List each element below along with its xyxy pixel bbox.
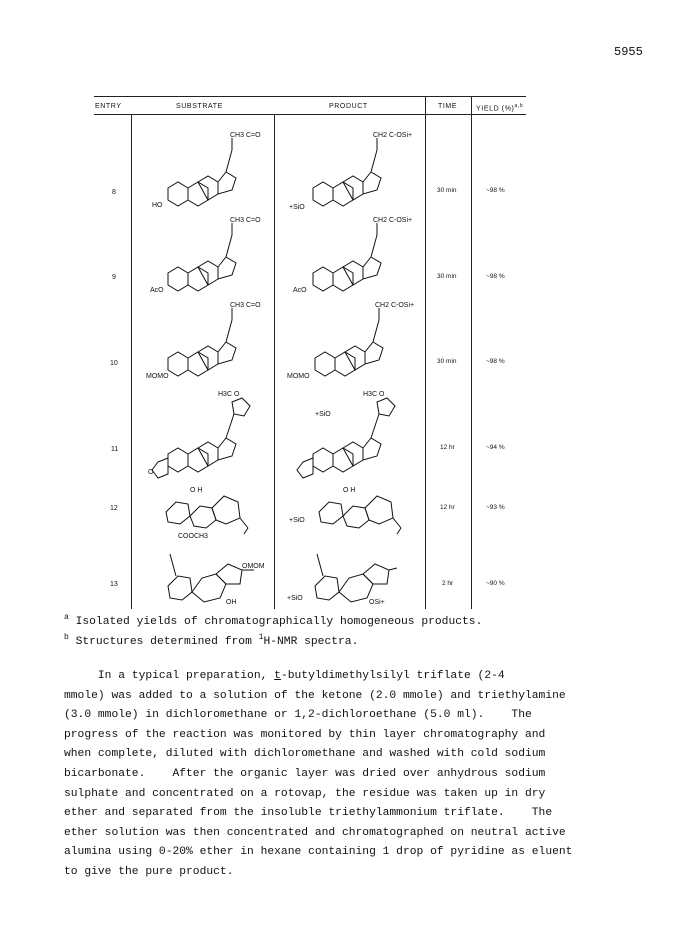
entry-9: 9: [112, 274, 116, 281]
svg-text:CH3 C=O: CH3 C=O: [230, 302, 261, 309]
svg-text:HO: HO: [152, 202, 163, 209]
column-divider-3: [425, 96, 426, 609]
table-top-rule: [94, 96, 526, 97]
svg-text:OH: OH: [226, 599, 237, 606]
svg-text:AcO: AcO: [150, 287, 164, 294]
svg-text:AcO: AcO: [293, 287, 307, 294]
time-10: 30 min: [437, 358, 457, 365]
paragraph-line: when complete, diluted with dichloromethane and washed with cold sodium: [64, 748, 546, 760]
header-yield: YIELD (%)$^{a,b}$: [476, 103, 524, 113]
paragraph-line: alumina using 0-20% ether in hexane containing 1 drop of pyridine as eluent: [64, 846, 573, 858]
entry-13: 13: [110, 581, 118, 588]
substrate-structure-12: [146, 484, 270, 542]
time-9: 30 min: [437, 273, 457, 280]
time-8: 30 min: [437, 187, 457, 194]
time-12: 12 hr: [440, 504, 455, 511]
svg-text:+SiO: +SiO: [287, 595, 303, 602]
yield-10: ~98 %: [486, 358, 505, 365]
paragraph-line: ether solution was then concentrated and chromatographed on neutral active: [64, 827, 566, 839]
product-structure-11: [285, 388, 415, 482]
column-divider-1: [131, 114, 132, 609]
yield-8: ~98 %: [486, 187, 505, 194]
page-number: 5955: [614, 45, 643, 59]
header-product: PRODUCT: [329, 103, 368, 110]
footnote-a: $^a$ Isolated yields of chromatographically homogeneous products.: [64, 613, 483, 628]
svg-text:MOMO: MOMO: [287, 373, 310, 380]
svg-text:O H: O H: [190, 487, 203, 494]
svg-text:OMOM: OMOM: [242, 563, 265, 570]
svg-text:+SiO: +SiO: [289, 517, 305, 524]
paragraph-line: ether and separated from the insoluble triethylammonium triflate. The: [64, 807, 553, 819]
product-structure-13: [285, 548, 415, 610]
time-11: 12 hr: [440, 444, 455, 451]
yield-11: ~94 %: [486, 444, 505, 451]
svg-text:+SiO: +SiO: [315, 411, 331, 418]
svg-text:H3C O: H3C O: [218, 391, 240, 398]
substrate-structure-10: [146, 300, 270, 384]
table-header-rule: [94, 114, 526, 115]
product-structure-8: [285, 130, 415, 212]
yield-9: ~98 %: [486, 273, 505, 280]
column-divider-4: [471, 96, 472, 609]
entry-11: 11: [111, 446, 119, 453]
entry-10: 10: [110, 360, 118, 367]
svg-text:COOCH3: COOCH3: [178, 533, 208, 540]
yield-12: ~93 %: [486, 504, 505, 511]
header-time: TIME: [438, 103, 458, 110]
substrate-structure-11: [146, 388, 270, 482]
svg-text:+SiO: +SiO: [289, 204, 305, 211]
substrate-structure-13: [146, 548, 270, 610]
paragraph-line: mmole) was added to a solution of the ketone (2.0 mmole) and triethylamine: [64, 690, 566, 702]
substrate-structure-9: [150, 215, 270, 297]
paragraph-line: to give the pure product.: [64, 866, 234, 878]
product-structure-10: [285, 300, 415, 384]
svg-text:OSi+: OSi+: [369, 599, 385, 606]
svg-text:CH2 C-OSi+: CH2 C-OSi+: [373, 217, 413, 224]
footnote-b: $^b$ Structures determined from $^1$H-NMR spectra.: [64, 633, 359, 648]
paragraph-line: sulphate and concentrated on a rotovap, the residue was taken up in dry: [64, 788, 546, 800]
entry-12: 12: [110, 505, 118, 512]
paragraph-line: bicarbonate. After the organic layer was dried over anhydrous sodium: [64, 768, 546, 780]
entry-8: 8: [112, 189, 116, 196]
svg-text:O H: O H: [343, 487, 356, 494]
svg-text:O: O: [148, 469, 154, 476]
column-divider-2: [274, 114, 275, 609]
svg-text:CH2 C-OSi+: CH2 C-OSi+: [373, 132, 413, 139]
paragraph-line-1: In a typical preparation, t-butyldimethylsilyl triflate (2-4: [64, 670, 505, 682]
svg-text:MOMO: MOMO: [146, 373, 169, 380]
svg-text:CH3 C=O: CH3 C=O: [230, 217, 261, 224]
svg-text:CH2 C-OSi+: CH2 C-OSi+: [375, 302, 415, 309]
yield-13: ~90 %: [486, 580, 505, 587]
substrate-structure-8: [150, 130, 270, 212]
paragraph-line: progress of the reaction was monitored by thin layer chromatography and: [64, 729, 546, 741]
svg-text:H3C O: H3C O: [363, 391, 385, 398]
time-13: 2 hr: [442, 580, 454, 587]
product-structure-9: [285, 215, 415, 297]
paragraph-line: (3.0 mmole) in dichloromethane or 1,2-dichloroethane (5.0 ml). The: [64, 709, 532, 721]
svg-text:CH3 C=O: CH3 C=O: [230, 132, 261, 139]
header-entry: ENTRY: [95, 103, 122, 110]
product-structure-12: [285, 484, 415, 542]
header-substrate: SUBSTRATE: [176, 103, 223, 110]
